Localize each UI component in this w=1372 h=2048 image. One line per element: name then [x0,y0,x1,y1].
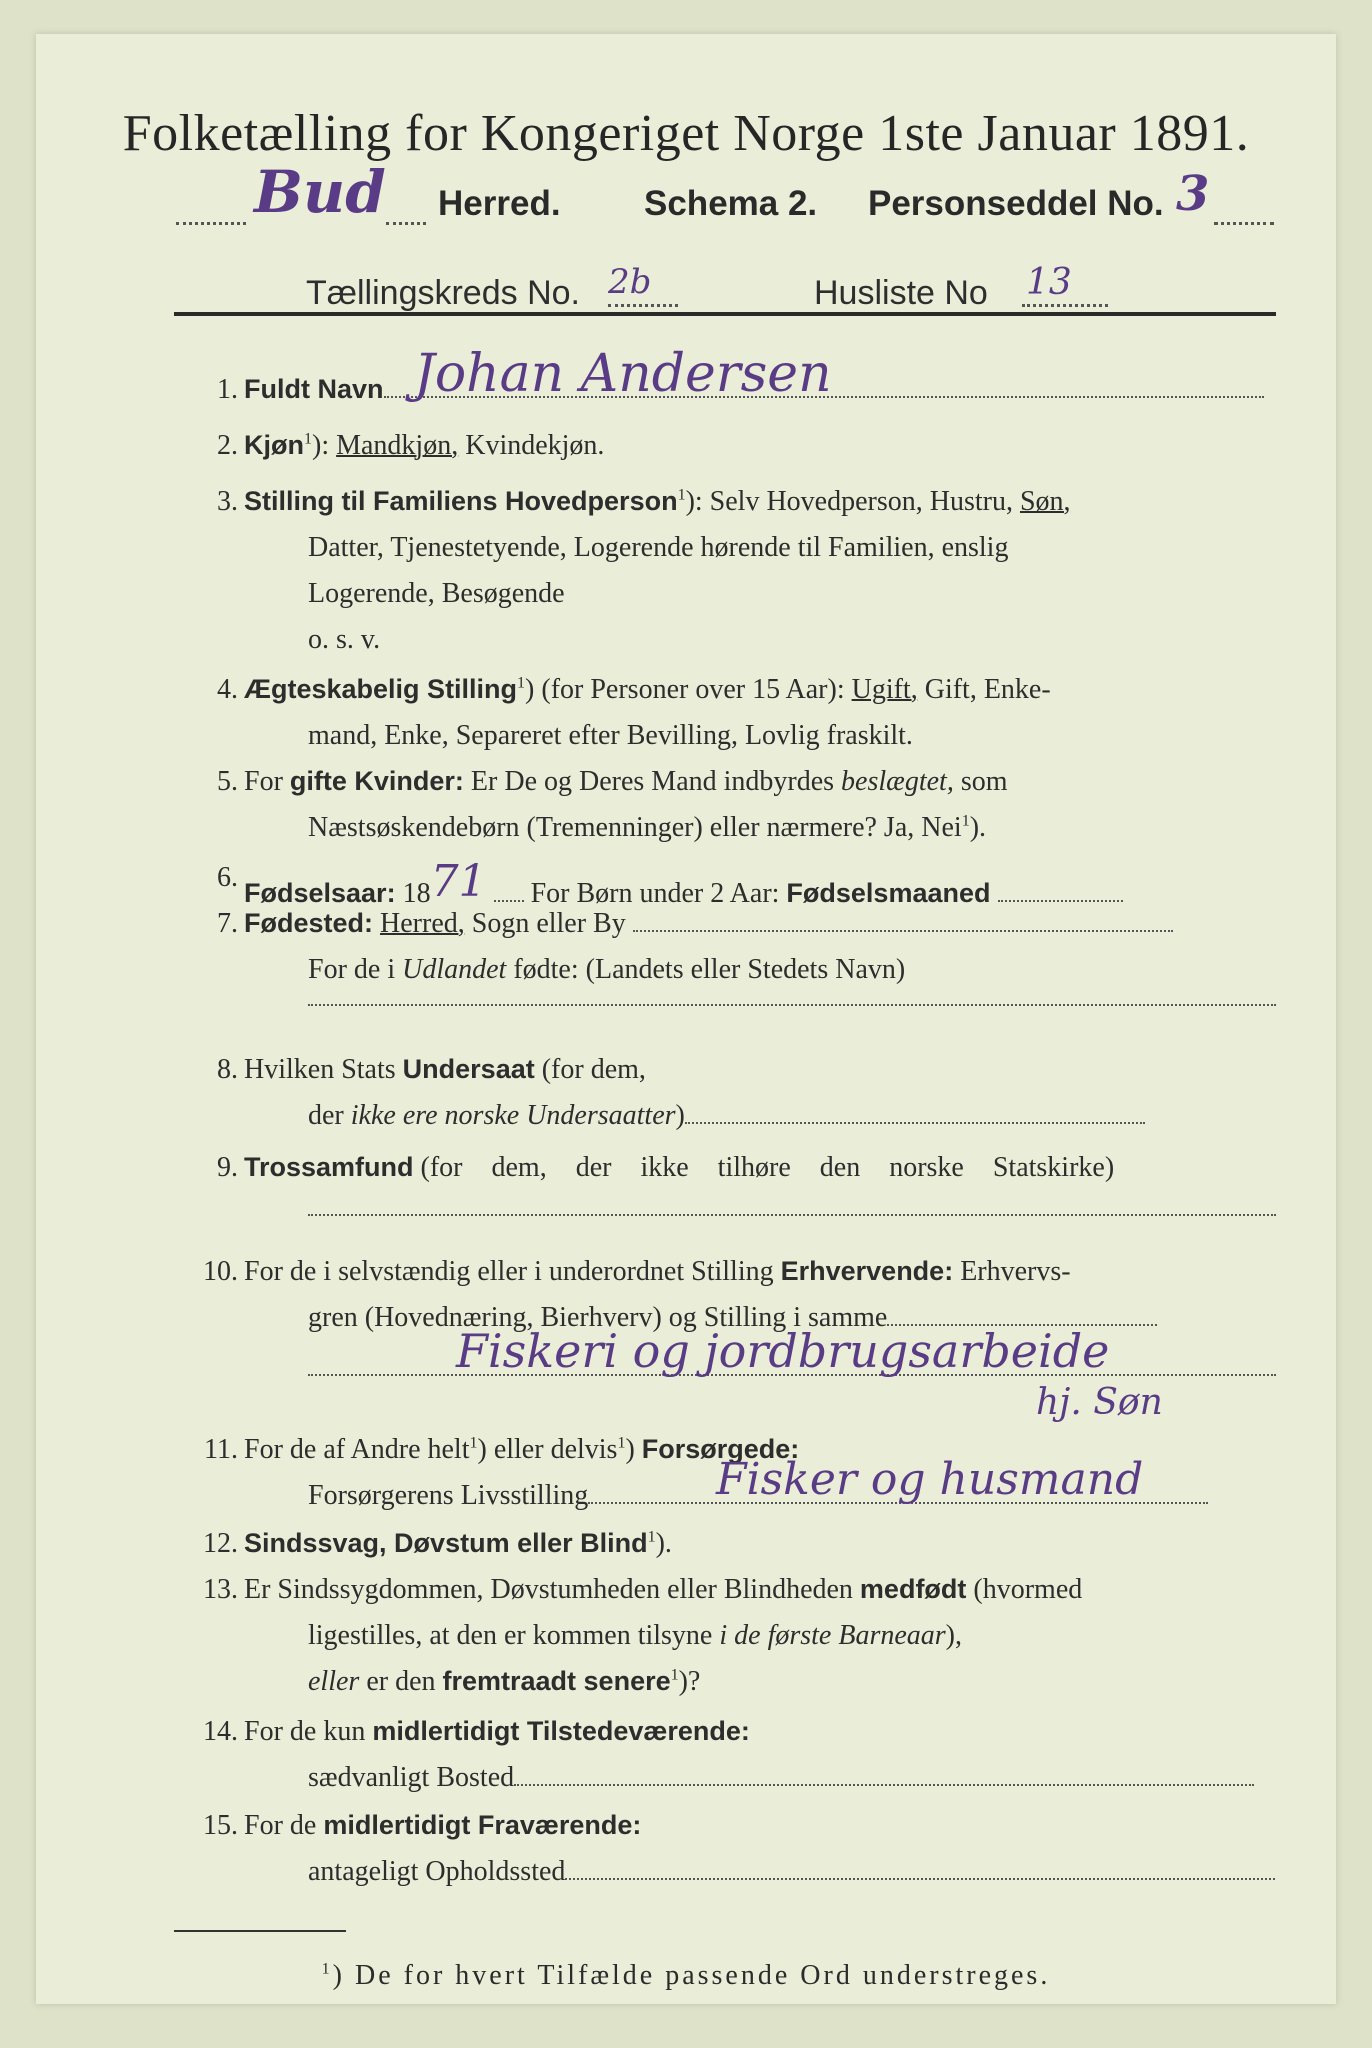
herred-value: Bud [254,158,386,226]
q6-fill [998,900,1123,902]
q12-sup: 1 [647,1528,656,1546]
q3-selected-son: Søn, [1019,486,1071,517]
q9-label: Trossamfund [244,1152,414,1182]
q14-fill [514,1784,1254,1786]
kreds-label: Tællingskreds No. [306,274,580,312]
q5-end: ). [969,812,987,843]
q11-pre: For de af Andre helt [244,1434,470,1465]
q2-label: Kjøn [244,430,304,460]
q6-number: 6. [217,862,238,893]
q11-provider-value: Fisker og husmand [716,1454,1144,1505]
q9-number: 9. [217,1152,238,1183]
q2-sup: 1 [304,430,312,448]
q11-sup: 1 [469,1434,478,1452]
q1-label: Fuldt Navn [244,374,384,404]
q15-number: 15. [203,1810,238,1841]
q9-rest: (for dem, der ikke tilhøre den norske Statskirke) [420,1152,1115,1183]
q15-label: midlertidigt Fraværende: [323,1810,642,1840]
q8-line2a: der [308,1100,344,1131]
q12-label: Sindssvag, Døvstum eller Blind [244,1528,648,1558]
personseddel-value: 3 [1176,166,1210,222]
q5-rest: Er De og Deres Mand indbyrdes [470,766,835,797]
form-title: Folketælling for Kongeriget Norge 1ste Januar 1891. [122,105,1250,162]
q7-blank-line [308,1004,1276,1006]
header-rule [174,312,1276,316]
q13-line3c: )? [678,1666,701,1697]
q10-occupation-value: Fiskeri og jordbrugsarbeide [456,1324,1110,1378]
q15-pre: For de [244,1810,317,1841]
q6-label2: Fødselsmaaned [786,878,991,908]
q7-fill [633,930,1173,932]
q7-number: 7. [217,908,238,939]
q12-end: ). [655,1528,672,1559]
q14-number: 14. [203,1716,238,1747]
q4-label: Ægteskabelig Stilling [244,674,518,704]
husliste-label: Husliste No [814,274,988,312]
census-form-sheet [36,34,1336,2004]
q8-number: 8. [217,1054,238,1085]
husliste-dots [1022,304,1108,307]
q10-occupation-value-2: hj. Søn [1036,1382,1163,1423]
q5-rest2: som [960,766,1008,797]
q2-option-kvindekjon: Kvindekjøn. [465,430,605,461]
q9-blank-line [308,1214,1276,1216]
herred-dots-left [176,222,246,225]
footnote-rule [174,1930,346,1932]
q5-line2: Næstsøskendebørn (Tremenninger) eller nærmere? Ja, Nei [308,812,962,843]
q13-pre: Er Sindssygdommen, Døvstumheden eller Blindheden [244,1574,853,1605]
q14-line2: sædvanligt Bosted [308,1762,515,1793]
q3-line2: Datter, Tjenestetyende, Logerende hørende til Familien, enslig [308,532,1009,563]
q6-label: Fødselsaar: [244,878,396,908]
q11-mid2: ) [625,1434,635,1465]
q2-pre: ): [312,430,330,461]
q4-line2: mand, Enke, Separeret efter Bevilling, Lovlig fraskilt. [308,720,913,751]
q13-line2a: ligestilles, at den er kommen tilsyne [308,1620,713,1651]
q15-fill [565,1878,1275,1880]
q13-line3b: fremtraadt senere [442,1666,671,1696]
q7-label: Fødested: [244,908,374,938]
q14-label: midlertidigt Tilstedeværende: [372,1716,750,1746]
q8-line2b: ) [675,1100,685,1131]
personseddel-dots [1214,222,1274,225]
q6-birthyear-value: 71 [430,856,487,907]
q3-sup: 1 [677,486,686,504]
q2-number: 2. [217,430,238,461]
q7-line2b: fødte: (Landets eller Stedets Navn) [513,954,906,985]
footnote-sup: 1 [321,1960,333,1978]
q10-label: Erhvervende: [780,1256,954,1286]
q6-mid: For Børn under 2 Aar: [530,878,780,909]
q5-number: 5. [217,766,238,797]
herred-schema-line [176,158,1276,250]
q3-number: 3. [217,486,238,517]
q11-line2: Forsørgerens Livsstilling [308,1480,589,1511]
q8-line2i: ikke ere norske Undersaatter [350,1100,676,1131]
q10-rest: Erhvervs- [960,1256,1071,1287]
q3-label: Stilling til Familiens Hovedperson [244,486,678,516]
schema-label: Schema 2. [644,184,818,223]
q14-pre: For de kun [244,1716,366,1747]
q3-options: ): Selv Hovedperson, Hustru, [685,486,1013,517]
q2-option-mandkjon-selected: Mandkjøn, [336,430,459,461]
q7-selected-herred: Herred, [380,908,465,939]
q3-line4: o. s. v. [308,624,381,655]
q3-line3: Logerende, Besøgende [308,578,565,609]
q5-label: gifte Kvinder: [289,766,464,796]
q8-rest: (for dem, [541,1054,646,1085]
q12-number: 12. [203,1528,238,1559]
q7-line2i: Udlandet [402,954,507,985]
q7-line2a: For de i [308,954,396,985]
footnote-text: ) De for hvert Tilfælde passende Ord understreges. [332,1960,1051,1991]
q4-mid: ) (for Personer over 15 Aar): [525,674,845,705]
q4-selected-ugift: Ugift, [851,674,918,705]
q6-prefix: 18 [402,878,431,909]
q15-line2: antageligt Opholdssted [308,1856,566,1887]
q13-line2i: i de første Barneaar [719,1620,946,1651]
q10-number: 10. [203,1256,238,1287]
q13-line3i: eller [308,1666,360,1697]
kreds-value: 2b [608,262,652,302]
personseddel-label: Personseddel No. [868,184,1164,223]
q11-sup2: 1 [617,1434,626,1452]
q8-pre: Hvilken Stats [244,1054,396,1085]
footnote [36,1960,1336,1992]
q4-sup: 1 [517,674,526,692]
q1-number: 1. [217,374,238,405]
q13-number: 13. [203,1574,238,1605]
q8-label: Undersaat [402,1054,535,1084]
q13-rest: (hvormed [973,1574,1083,1605]
q1-name-value: Johan Andersen [414,344,832,404]
q7-rest: Sogn eller By [471,908,626,939]
q13-line2b: ), [945,1620,962,1651]
q5-sup: 1 [961,812,970,830]
q4-number: 4. [217,674,238,705]
q13-sup: 1 [670,1666,679,1684]
q4-rest: Gift, Enke- [924,674,1051,705]
husliste-value: 13 [1026,262,1072,303]
kreds-dots [608,304,678,307]
q10-pre: For de i selvstændig eller i underordnet Stilling [244,1256,774,1287]
q10-line2: gren (Hovednæring, Bierhverv) og Stilling i samme [308,1302,888,1333]
q13-label: medfødt [859,1574,967,1604]
herred-dots-right [386,222,426,225]
q5-pre: For [244,766,283,797]
q11-mid: ) eller delvis [477,1434,618,1465]
herred-label: Herred. [438,184,561,223]
q11-label: Forsørgede: [641,1434,800,1464]
q8-fill [685,1122,1145,1124]
q11-number: 11. [204,1434,238,1465]
q13-line3a: er den [366,1666,436,1697]
q5-italic: beslægtet, [841,766,954,797]
